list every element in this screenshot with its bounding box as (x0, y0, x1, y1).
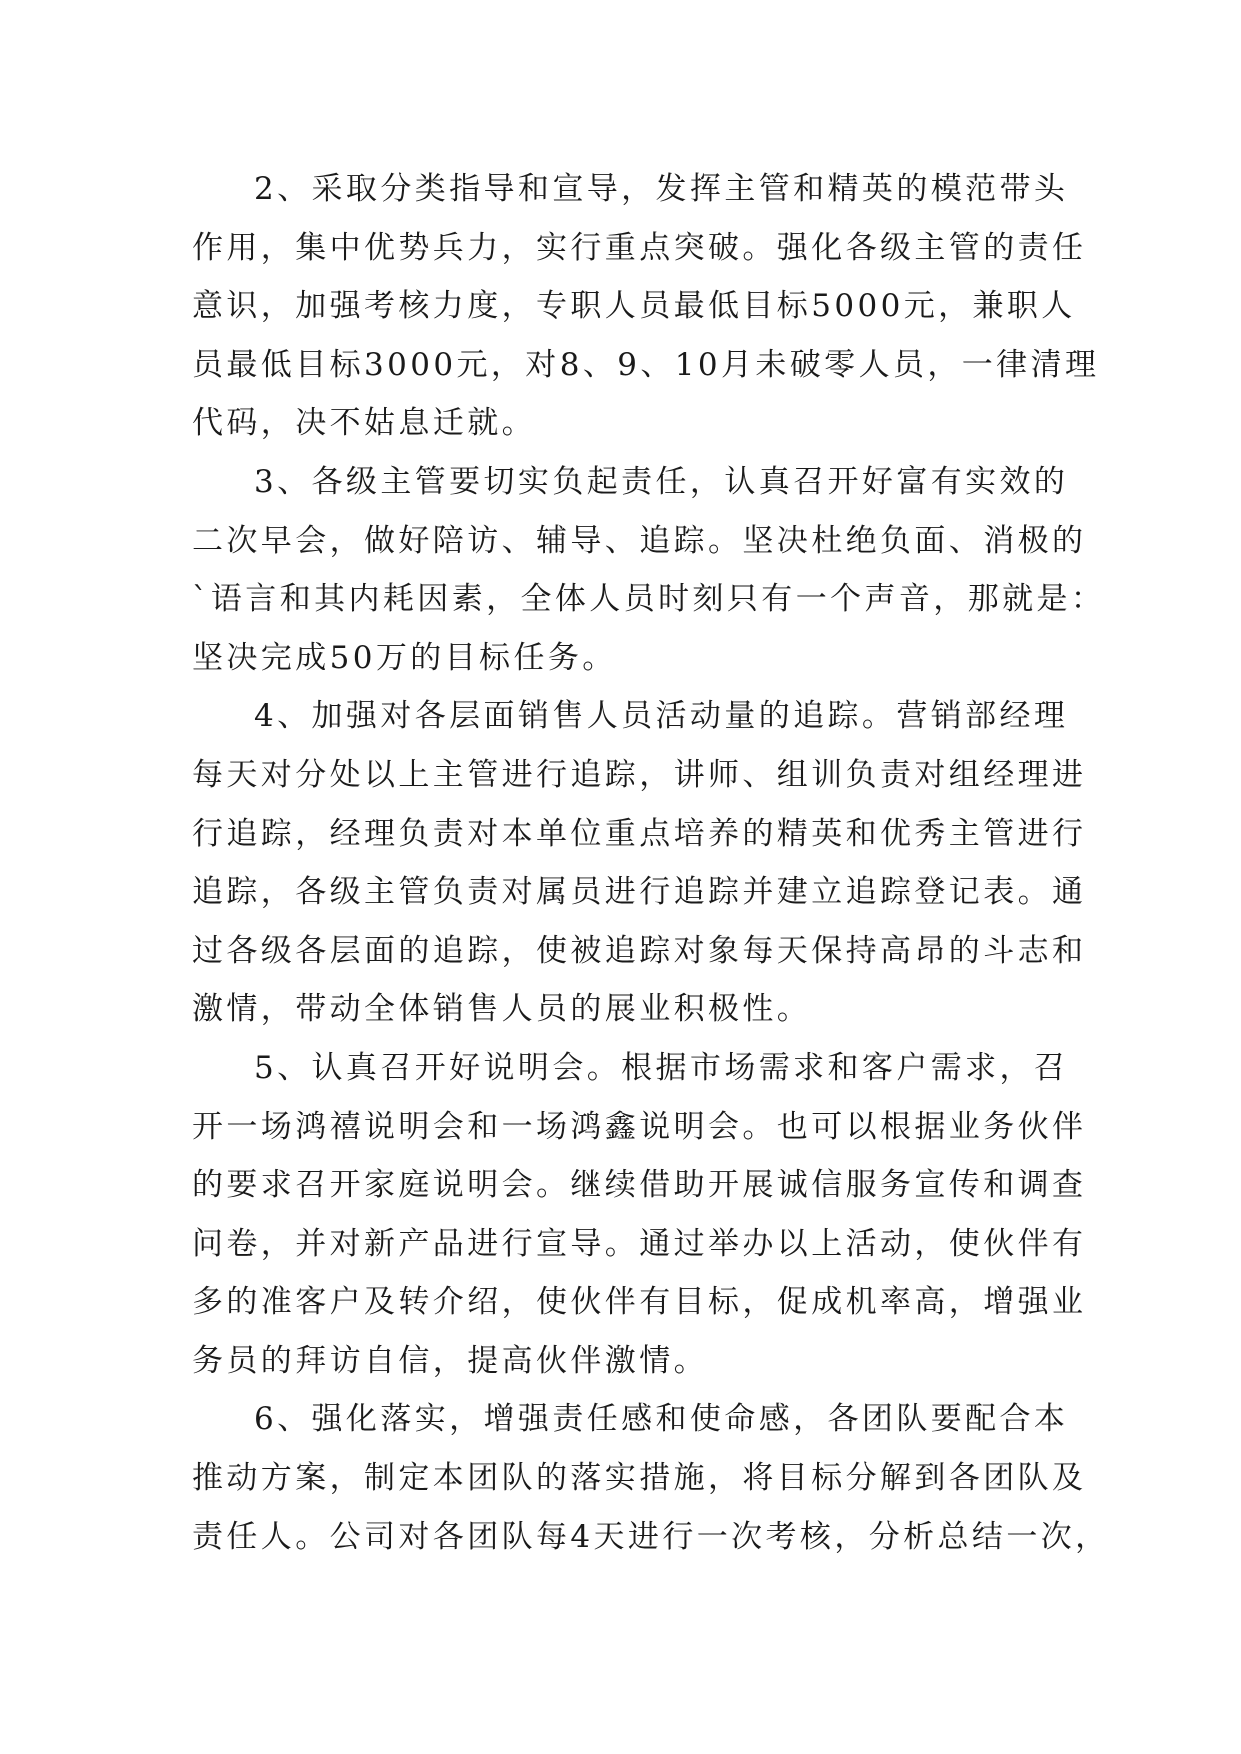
text-line: 2、采取分类指导和宣导，发挥主管和精英的模范带头 (254, 171, 1069, 207)
paragraph-5 (192, 1039, 1087, 1391)
text-line: 5、认真召开好说明会。根据市场需求和客户需求，召 (254, 1049, 1069, 1086)
text-line: 二次早会，做好陪访、辅导、追踪。坚决杜绝负面、消极的 (192, 522, 1087, 559)
text-line: 每天对分处以上主管进行追踪，讲师、组训负责对组经理进 (192, 756, 1087, 793)
paragraph-3 (192, 453, 1106, 687)
text-line: 行追踪，经理负责对本单位重点培养的精英和优秀主管进行 (192, 815, 1087, 852)
text-line: 员最低目标3000元，对8、9、10月未破零人员，一律清理 (192, 346, 1100, 383)
text-line: 激情，带动全体销售人员的展业积极性。 (192, 991, 812, 1028)
paragraph-4 (192, 687, 1087, 1039)
text-line: 4、加强对各层面销售人员活动量的追踪。营销部经理 (254, 698, 1069, 735)
text-line: 追踪，各级主管负责对属员进行追踪并建立追踪登记表。通 (192, 874, 1087, 911)
paragraph-6 (192, 1390, 1110, 1566)
text-line: 务员的拜访自信，提高伙伴激情。 (192, 1342, 708, 1379)
text-line: 问卷，并对新产品进行宣导。通过举办以上活动，使伙伴有 (192, 1225, 1087, 1262)
document-page (192, 160, 1110, 1566)
text-line: 多的准客户及转介绍，使伙伴有目标，促成机率高，增强业 (192, 1284, 1087, 1321)
text-line: 3、各级主管要切实负起责任，认真召开好富有实效的 (254, 463, 1069, 500)
text-line: 6、强化落实，增强责任感和使命感，各团队要配合本 (254, 1401, 1069, 1438)
text-line: 坚决完成50万的目标任务。 (192, 639, 617, 676)
text-line: 过各级各层面的追踪，使被追踪对象每天保持高昂的斗志和 (192, 932, 1087, 969)
text-line: 责任人。公司对各团队每4天进行一次考核，分析总结一次， (192, 1518, 1110, 1555)
text-line: 作用，集中优势兵力，实行重点突破。强化各级主管的责任 (192, 229, 1087, 266)
text-line: 意识，加强考核力度，专职人员最低目标5000元，兼职人 (192, 288, 1076, 325)
paragraph-2 (192, 160, 1100, 453)
text-line: 开一场鸿禧说明会和一场鸿鑫说明会。也可以根据业务伙伴 (192, 1108, 1087, 1145)
text-line: 代码，决不姑息迁就。 (192, 405, 536, 442)
text-line: `语言和其内耗因素，全体人员时刻只有一个声音，那就是： (192, 581, 1106, 618)
text-line: 的要求召开家庭说明会。继续借助开展诚信服务宣传和调查 (192, 1167, 1087, 1204)
text-line: 推动方案，制定本团队的落实措施，将目标分解到各团队及 (192, 1460, 1087, 1497)
